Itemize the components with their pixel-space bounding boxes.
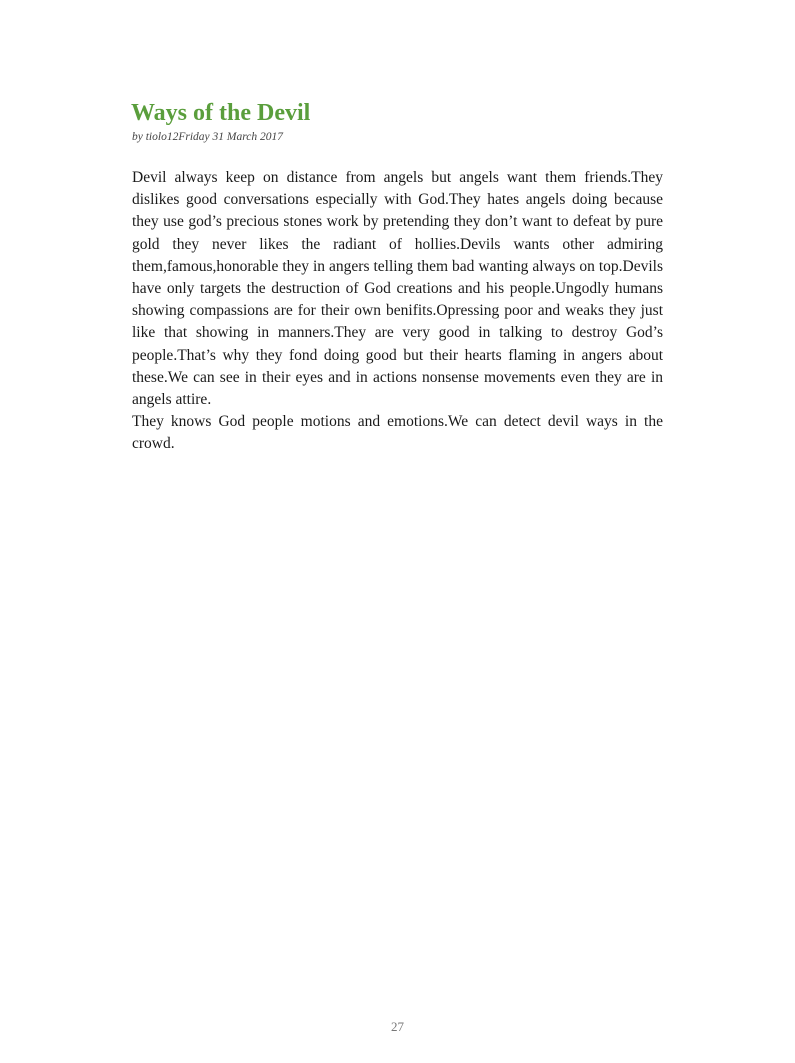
page-title: Ways of the Devil <box>131 100 311 126</box>
body-paragraph-2: They knows God people motions and emotions.We can detect devil ways in the crowd. <box>132 413 663 453</box>
article-body <box>132 167 663 456</box>
page-number: 27 <box>391 1019 404 1034</box>
body-paragraph-1: Devil always keep on distance from angels but angels want them friends.They dislikes good conversations especially with God.They hates angels doing because they use god’s precious stones work by pretending they don’t want to defeat by pure gold they never likes the radiant of hollies.Devils wants other admiring them,famous,honorable they in angers telling them bad wanting always on top.Devils have only targets the destruction of God creations and his people.Ungodly humans showing compassions are for their own benifits.Opressing poor and weaks they just like that showing in manners.They are very good in talking to destroy God’s people.That’s why they fond doing good but their hearts flaming in angers about these.We can see in their eyes and in actions nonsense movements even they are in angels attire. <box>132 169 663 409</box>
author-date-byline: by tiolo12Friday 31 March 2017 <box>132 131 283 143</box>
